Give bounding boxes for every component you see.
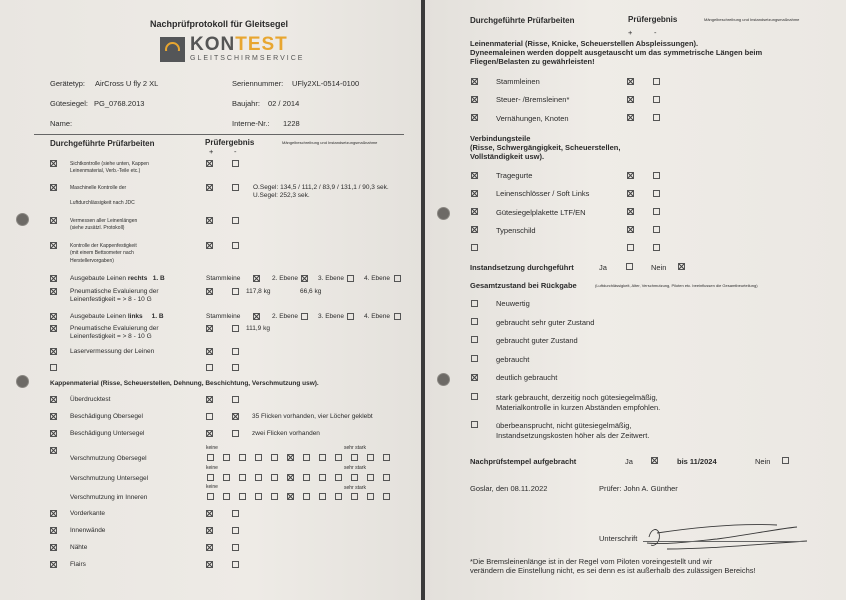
scale-check[interactable] [335, 493, 342, 500]
stammleine-check[interactable] [253, 275, 260, 282]
stempel-label: Nachprüfstempel aufgebracht [470, 457, 577, 466]
instandsetzung-ja-label: Ja [599, 263, 607, 272]
punch-hole [16, 375, 29, 388]
zustand-label: Neuwertig [496, 299, 530, 308]
row-check[interactable] [471, 190, 478, 197]
scale-check[interactable] [223, 474, 230, 481]
row-label: Kontrolle der Kappenfestigkeit (mit einem Bettsometer nach Herstellervorgaben) [70, 243, 137, 264]
row-check[interactable] [50, 217, 57, 224]
name-label: Name: [50, 119, 73, 128]
bottom-row-label: Innenwände [70, 527, 106, 534]
kappen-header: Kappenmaterial (Risse, Scheuerstellen, Dehnung, Beschichtung, Verschmutzung usw). [50, 380, 319, 387]
zustand-check[interactable] [471, 355, 478, 362]
row-check[interactable] [50, 447, 57, 454]
ebene3-label: 3. Ebene [318, 275, 345, 282]
minus-check[interactable] [232, 288, 239, 295]
scale-check[interactable] [351, 474, 358, 481]
leinen-row-label: Vernähungen, Knoten [496, 114, 569, 123]
scale-check[interactable] [303, 474, 310, 481]
pneu-links-label: Pneumatische Evaluierung der Leinenfestigkeit = > 8 - 10 G [70, 325, 159, 341]
minus-check[interactable] [232, 217, 239, 224]
zustand-label: gebraucht guter Zustand [496, 336, 578, 345]
kappen-row-label: Beschädigung Obersegel [70, 413, 143, 420]
bottom-row-label: Flairs [70, 561, 86, 568]
arbeiten-header: Durchgeführte Prüfarbeiten [50, 139, 155, 148]
instandsetzung-nein-label: Nein [651, 263, 667, 272]
ebene4-check[interactable] [394, 313, 401, 320]
guetesiegel-value: PG_0768.2013 [94, 99, 145, 108]
leinen-title: Leinenmaterial (Risse, Knicke, Scheuerstellen Abspleissungen). Dyneemaleinen werden doppelt ausgetauscht um das symmetrische Längen beim Fliegen/Belasten zu gewährleisten! [470, 39, 763, 66]
stammleine-label: Stammleine [206, 275, 241, 282]
jdc-note: O.Segel: 134,5 / 111,2 / 83,9 / 131,1 / 90,3 sek. U.Segel: 252,3 sek. [253, 184, 389, 200]
scale-check[interactable] [303, 493, 310, 500]
scale-sehr-stark: sehr stark [344, 485, 366, 491]
seriennummer-value: UFly2XL-0514-0100 [292, 79, 360, 88]
gesamtzustand-label: Gesamtzustand bei Rückgabe [470, 281, 577, 290]
row-check[interactable] [471, 172, 478, 179]
zustand-check[interactable] [471, 421, 478, 428]
row-check[interactable] [50, 544, 57, 551]
instandsetzung-label: Instandsetzung durchgeführt [470, 263, 574, 272]
untersegel-note: zwei Flicken vorhanden [252, 430, 320, 437]
scale-check[interactable] [383, 474, 390, 481]
plus-check[interactable] [206, 288, 213, 295]
zustand-label: deutlich gebraucht [496, 373, 558, 382]
scale-check[interactable] [223, 493, 230, 500]
row-check[interactable] [50, 413, 57, 420]
ebene4-label: 4. Ebene [364, 275, 391, 282]
minus-header: - [234, 147, 237, 156]
bottom-row-label: Vorderkante [70, 510, 106, 517]
scale-check[interactable] [255, 454, 262, 461]
minus-check[interactable] [232, 510, 239, 517]
plus-check[interactable] [206, 325, 213, 332]
unterschrift-label: Unterschrift [599, 534, 638, 543]
minus-check[interactable] [653, 244, 660, 251]
logo-mark-icon [160, 37, 185, 62]
scale-check[interactable] [319, 493, 326, 500]
plus-check[interactable] [627, 78, 634, 85]
zustand-check[interactable] [471, 300, 478, 307]
minus-check[interactable] [232, 242, 239, 249]
scale-check[interactable] [335, 474, 342, 481]
plus-check[interactable] [206, 217, 213, 224]
verbindung-row-label: Tragegurte [496, 171, 533, 180]
row-check[interactable] [471, 226, 478, 233]
plus-check[interactable] [206, 544, 213, 551]
verschmutzung-label: Verschmutzung im Inneren [70, 494, 148, 501]
plus-check[interactable] [206, 242, 213, 249]
plus-check[interactable] [206, 430, 213, 437]
laser-label: Laservermessung der Leinen [70, 348, 155, 355]
minus-check[interactable] [232, 413, 239, 420]
scale-check[interactable] [223, 454, 230, 461]
scale-check[interactable] [351, 493, 358, 500]
document-title: Nachprüfprotokoll für Gleitsegel [150, 19, 289, 29]
minus-check[interactable] [653, 78, 660, 85]
plus-check[interactable] [627, 172, 634, 179]
minus-check[interactable] [232, 527, 239, 534]
scale-check[interactable] [207, 454, 214, 461]
plus-header: + [209, 147, 214, 156]
ebene3-label: 3. Ebene [318, 313, 345, 320]
plus-check[interactable] [627, 114, 634, 121]
geraetetyp-value: AirCross U fly 2 XL [95, 79, 159, 88]
row-check[interactable] [50, 160, 57, 167]
plus-check[interactable] [627, 208, 634, 215]
row-check[interactable] [50, 348, 57, 355]
minus-check[interactable] [653, 208, 660, 215]
pneu-links-value: 111,9 kg [246, 325, 270, 332]
stammleine-label: Stammleine [206, 313, 241, 320]
interne-nr-value: 1228 [283, 119, 300, 128]
plus-check[interactable] [206, 561, 213, 568]
right-page [425, 0, 846, 600]
scale-check[interactable] [367, 474, 374, 481]
scale-check[interactable] [287, 493, 294, 500]
zustand-label: gebraucht [496, 355, 530, 364]
kappen-row-label: Überdrucktest [70, 396, 111, 403]
scale-check[interactable] [271, 454, 278, 461]
minus-check[interactable] [232, 561, 239, 568]
scale-keine: keine [206, 445, 218, 451]
row-check[interactable] [50, 430, 57, 437]
row-label: Maschinelle Kontrolle der Luftdurchlässigkeit nach JDC [70, 185, 135, 206]
plus-check[interactable] [627, 96, 634, 103]
minus-check[interactable] [653, 190, 660, 197]
ebene3-check[interactable] [347, 275, 354, 282]
divider [34, 134, 404, 135]
row-check[interactable] [50, 325, 57, 332]
minus-check[interactable] [232, 396, 239, 403]
plus-check[interactable] [206, 348, 213, 355]
scale-check[interactable] [287, 474, 294, 481]
baujahr-label: Baujahr: [232, 99, 260, 108]
notes-header: Mängelbeschreibung und Instandsetzungsmaßnahme [282, 140, 378, 145]
plus-check[interactable] [206, 396, 213, 403]
scale-check[interactable] [239, 474, 246, 481]
verbindung-row-label: Gütesiegelplakette LTF/EN [496, 208, 586, 217]
ebene3-check[interactable] [347, 313, 354, 320]
ebene2-check[interactable] [301, 275, 308, 282]
obersegel-note: 35 Flicken vorhanden, vier Löcher geklebt [252, 413, 373, 420]
punch-hole [437, 207, 450, 220]
verschmutzung-label: Verschmutzung Untersegel [70, 475, 149, 482]
minus-check[interactable] [232, 184, 239, 191]
signature-icon [637, 515, 817, 555]
plus-check[interactable] [206, 527, 213, 534]
row-check[interactable] [50, 313, 57, 320]
scale-check[interactable] [351, 454, 358, 461]
stammleine-check[interactable] [253, 313, 260, 320]
ausgebaut-rechts-label: Ausgebaute Leinen rechts 1. B [70, 275, 165, 282]
logo-word: KONTEST [190, 34, 288, 55]
stempel-bis-value: bis 11/2024 [677, 457, 717, 466]
left-page [0, 0, 421, 600]
plus-header: + [628, 28, 633, 37]
gesamtzustand-note: (Luftdurchlässigkeit, Alter, Verschmutzung, Piloten etc. beeinflussen die Gesamtbeurteilung) [595, 283, 758, 288]
ebene2-label: 2. Ebene [272, 313, 299, 320]
plus-check[interactable] [206, 364, 213, 371]
instandsetzung-ja-check[interactable] [626, 263, 633, 270]
zustand-label: stark gebraucht, derzeitig noch gütesiegelmäßig, Materialkontrolle in kurzen Abständen empfohlen. [496, 393, 661, 412]
stempel-nein-check[interactable] [782, 457, 789, 464]
stempel-ja-label: Ja [625, 457, 633, 466]
stempel-ja-check[interactable] [651, 457, 658, 464]
scale-check[interactable] [367, 454, 374, 461]
row-check[interactable] [471, 96, 478, 103]
scale-check[interactable] [255, 474, 262, 481]
minus-check[interactable] [232, 364, 239, 371]
scale-keine: keine [206, 465, 218, 471]
row-check[interactable] [471, 208, 478, 215]
bottom-row-label: Nähte [70, 544, 88, 551]
scale-check[interactable] [303, 454, 310, 461]
ergebnis-header: Prüfergebnis [205, 138, 255, 147]
scale-check[interactable] [271, 493, 278, 500]
punch-hole [437, 373, 450, 386]
minus-header: - [654, 28, 657, 37]
row-check[interactable] [471, 244, 478, 251]
scale-check[interactable] [271, 474, 278, 481]
seriennummer-label: Seriennummer: [232, 79, 284, 88]
zustand-check[interactable] [471, 393, 478, 400]
notes-header: Mängelbeschreibung und Instandsetzungsmaßnahme [704, 17, 800, 22]
plus-check[interactable] [206, 184, 213, 191]
leinen-row-label: Steuer- /Bremsleinen* [496, 95, 570, 104]
minus-check[interactable] [653, 172, 660, 179]
scale-check[interactable] [367, 493, 374, 500]
scale-keine: keine [206, 484, 218, 490]
zustand-check[interactable] [471, 336, 478, 343]
row-check[interactable] [50, 242, 57, 249]
scale-check[interactable] [319, 474, 326, 481]
row-label: Vermessen aller Leinenlängen (siehe zusätzl. Protokoll) [70, 218, 138, 232]
plus-check[interactable] [627, 226, 634, 233]
kontest-logo [160, 34, 305, 64]
ebene2-check[interactable] [301, 313, 308, 320]
row-check[interactable] [50, 275, 57, 282]
scale-check[interactable] [255, 493, 262, 500]
zustand-label: überbeansprucht, nicht gütesiegelmäßig, Instandsetzungskosten höher als der Zeitwert. [496, 421, 650, 440]
minus-check[interactable] [232, 325, 239, 332]
plus-check[interactable] [206, 510, 213, 517]
scale-check[interactable] [335, 454, 342, 461]
minus-check[interactable] [232, 160, 239, 167]
row-check[interactable] [50, 510, 57, 517]
minus-check[interactable] [232, 544, 239, 551]
plus-check[interactable] [627, 244, 634, 251]
scale-check[interactable] [287, 454, 294, 461]
scale-check[interactable] [239, 454, 246, 461]
punch-hole [16, 213, 29, 226]
row-check[interactable] [50, 364, 57, 371]
minus-check[interactable] [232, 348, 239, 355]
row-check[interactable] [50, 527, 57, 534]
row-label: Sichtkontrolle (siehe unten, Kappen Leinenmaterial, Verb.-Teile etc.) [70, 161, 149, 175]
ausgebaut-links-label: Ausgebaute Leinen links 1. B [70, 313, 164, 320]
kappen-row-label: Beschädigung Untersegel [70, 430, 145, 437]
pneu-rechts-value: 117,8 kg [246, 288, 271, 295]
logo-subtitle: GLEITSCHIRMSERVICE [190, 55, 305, 62]
scale-check[interactable] [207, 474, 214, 481]
ebene4-label: 4. Ebene [364, 313, 391, 320]
scale-check[interactable] [383, 454, 390, 461]
zustand-check[interactable] [471, 318, 478, 325]
row-check[interactable] [471, 114, 478, 121]
row-check[interactable] [50, 396, 57, 403]
scale-check[interactable] [239, 493, 246, 500]
verbindung-row-label: Leinenschlösser / Soft Links [496, 189, 590, 198]
scale-check[interactable] [207, 493, 214, 500]
verschmutzung-label: Verschmutzung Obersegel [70, 455, 147, 462]
plus-check[interactable] [206, 160, 213, 167]
ebene2-label: 2. Ebene [272, 275, 299, 282]
ort-datum: Goslar, den 08.11.2022 [470, 484, 548, 493]
stempel-nein-label: Nein [755, 457, 771, 466]
pneu-rechts-label: Pneumatische Evaluierung der Leinenfestigkeit = > 8 - 10 G [70, 288, 159, 304]
leinen-row-label: Stammleinen [496, 77, 540, 86]
scale-sehr-stark: sehr stark [344, 445, 366, 451]
minus-check[interactable] [653, 96, 660, 103]
row-check[interactable] [50, 288, 57, 295]
guetesiegel-label: Gütesiegel: [50, 99, 88, 108]
pruefer-name: Prüfer: John A. Günther [599, 484, 678, 493]
row-check[interactable] [471, 78, 478, 85]
zustand-label: gebraucht sehr guter Zustand [496, 318, 595, 327]
scale-check[interactable] [319, 454, 326, 461]
ergebnis-header: Prüfergebnis [628, 15, 678, 24]
zustand-check[interactable] [471, 374, 478, 381]
pneu-rechts-value2: 66,6 kg [300, 288, 322, 295]
verbindung-row-label: Typenschild [496, 226, 536, 235]
scale-check[interactable] [383, 493, 390, 500]
minus-check[interactable] [653, 114, 660, 121]
baujahr-value: 02 / 2014 [268, 99, 300, 108]
verbindung-title: Verbindungsteile (Risse, Schwergängigkeit, Scheuerstellen, Vollständigkeit usw). [470, 134, 621, 161]
instandsetzung-nein-check[interactable] [678, 263, 685, 270]
geraetetyp-label: Gerätetyp: [50, 79, 86, 88]
row-check[interactable] [50, 561, 57, 568]
plus-check[interactable] [206, 413, 213, 420]
minus-check[interactable] [653, 226, 660, 233]
minus-check[interactable] [232, 430, 239, 437]
scale-sehr-stark: sehr stark [344, 465, 366, 471]
row-check[interactable] [50, 184, 57, 191]
footnote: *Die Bremsleinenlänge ist in der Regel vom Piloten voreingestellt und wir verändern die Einstellung nicht, es sei denn es ist außerhalb des zulässigen Bereichs! [470, 557, 756, 576]
signature-line [643, 541, 803, 542]
arbeiten-header: Durchgeführte Prüfarbeiten [470, 16, 575, 25]
plus-check[interactable] [627, 190, 634, 197]
ebene4-check[interactable] [394, 275, 401, 282]
interne-nr-label: Interne-Nr.: [232, 119, 270, 128]
